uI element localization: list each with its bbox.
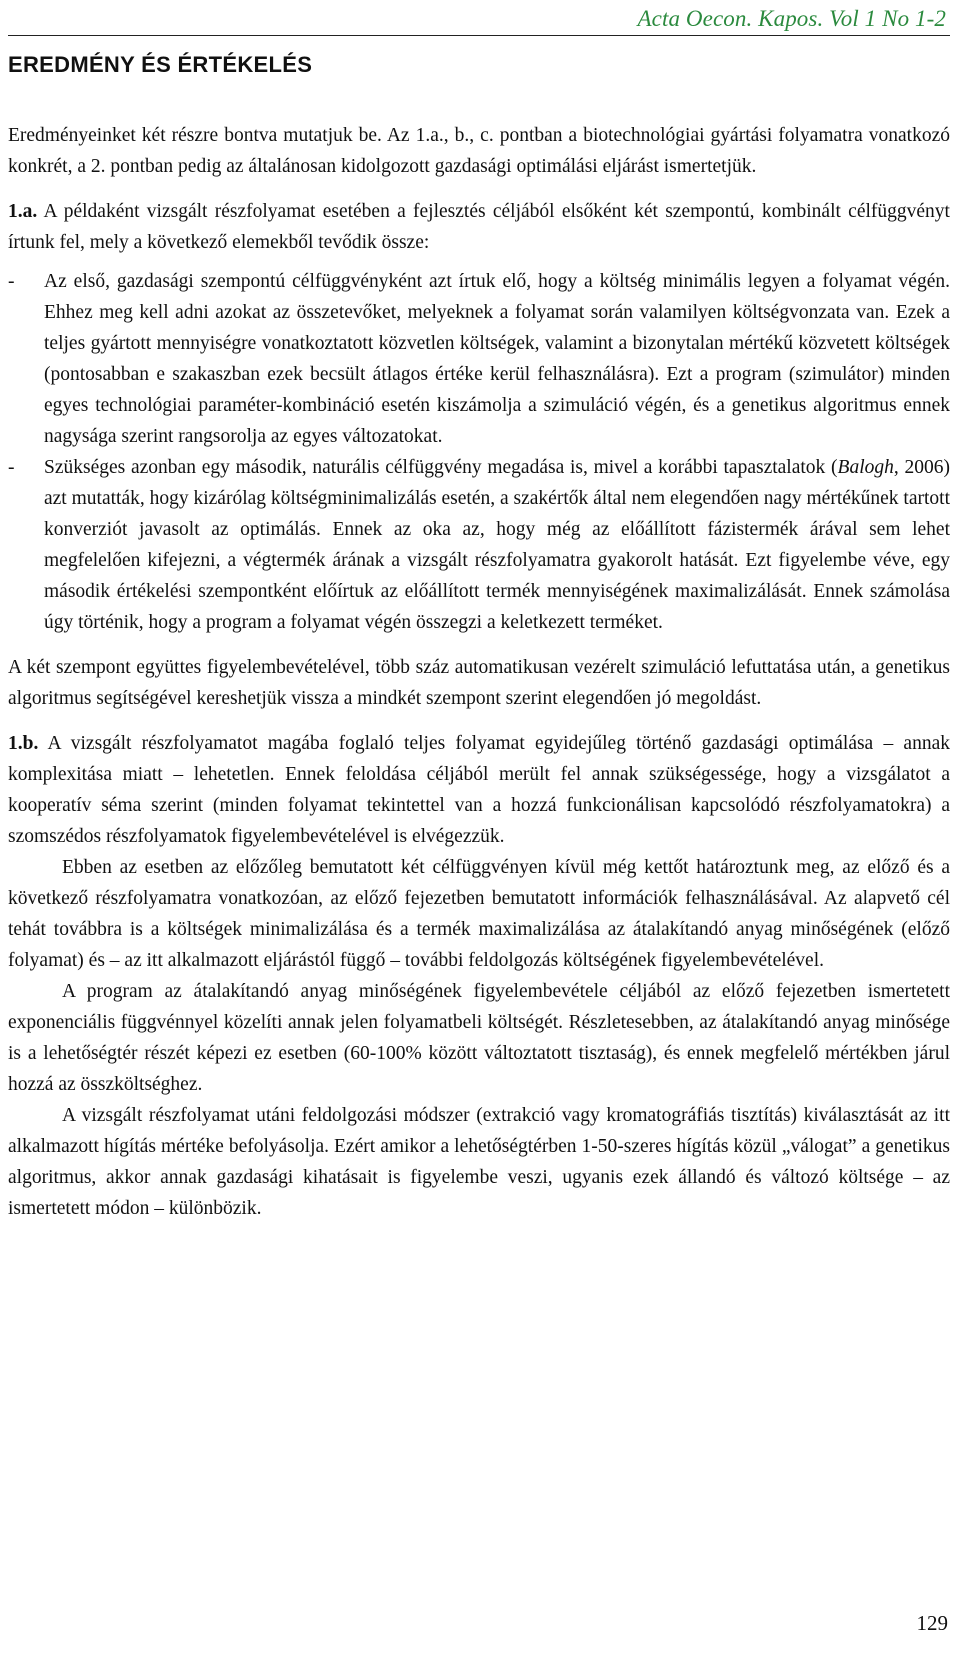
document-body <box>8 52 950 1224</box>
section-1a-label: 1.a. <box>8 201 38 222</box>
paragraph-vizsgalt: A vizsgált részfolyamat utáni feldolgozási módszer (extrakció vagy kromatográfiás tisztítás) kiválasztását az itt alkalmazott hígítás mértéke befolyásolja. Ezért amikor a lehetőségtérben 1-50-szeres hígítás közül „válogat” a genetikus algoritmus, akkor annak gazdasági kihatásait is figyelembe veszi, ugyanis ezek állandó és változó költsége – az ismertetett módon – különbözik. <box>8 1105 950 1219</box>
intro-paragraph: Eredményeinket két részre bontva mutatjuk be. Az 1.a., b., c. pontban a biotechnológiai gyártási folyamatra vonatkozó konkrét, a 2. pontban pedig az általánosan kidolgozott gazdasági optimálási eljárást ismertetjük. <box>8 125 950 177</box>
section-1b-label: 1.b. <box>8 733 39 754</box>
list-item <box>8 452 950 638</box>
section-title: EREDMÉNY ÉS ÉRTÉKELÉS <box>8 52 313 77</box>
bullet-text-2-after: , 2006) azt mutatták, hogy kizárólag költségminimalizálás esetén, a szakértők által nem elegendően nagy mértékűnek tartott konverziót javasolt az optimálás. Ennek az oka az, hogy még az előállított fázistermék árával sem lehet megfelelően kifejezni, a végtermék árának a vizsgált részfolyamatra gyakorolt hatását. Ezt figyelembe véve, egy második értékelési szempontként előírtuk az előállított termék mennyiségének maximalizálását. Ennek számolása úgy történik, hogy a program a folyamat végén összegzi a keletkezett terméket. <box>44 457 950 633</box>
list-item <box>8 266 950 452</box>
section-1b-paragraph <box>8 728 950 852</box>
bullet-mark: - <box>8 457 15 478</box>
section-1a-paragraph <box>8 196 950 258</box>
page-number: 129 <box>916 1611 948 1635</box>
bullet-mark: - <box>8 271 15 292</box>
section-1a-text: A példaként vizsgált részfolyamat esetében a fejlesztés céljából elsőként két szempontú, kombinált célfüggvényt írtunk fel, mely a következő elemekből tevődik össze: <box>8 201 950 253</box>
citation-author: Balogh <box>837 457 894 478</box>
after-list-paragraph: A két szempont együttes figyelembevételével, több száz automatikusan vezérelt szimuláció lefuttatása után, a genetikus algoritmus segítségével kereshetjük vissza a mindkét szempont szerint elegendően jó megoldást. <box>8 657 950 709</box>
paragraph-program: A program az átalakítandó anyag minőségének figyelembevétele céljából az előző fejezetben ismertetett exponenciális függvénnyel közelíti annak jelen folyamatbeli költségét. Részletesebben, az átalakítandó anyag minősége is a lehetőségtér részét képezi ez esetben (60-100% között változtatott tisztaság), és ennek megfelelő mértékben járul hozzá az összköltséghez. <box>8 981 950 1095</box>
running-header: Acta Oecon. Kapos. Vol 1 No 1-2 <box>637 6 946 31</box>
bullet-text-2-before: Szükséges azonban egy második, naturális célfüggvény megadása is, mivel a korábbi tapasztalatok ( <box>44 457 838 478</box>
paragraph-ebben: Ebben az esetben az előzőleg bemutatott két célfüggvényen kívül még kettőt határoztunk meg, az előző és a következő részfolyamatra vonatkozóan, az előző fejezetben bemutatott információk felhasználásával. Az alapvető cél tehát továbbra is a költségek minimalizálása és a termék maximalizálása az átalakítandó anyag minőségének (előző folyamat) és – az itt alkalmazott eljárástól függő – további feldolgozás költségének figyelembevételével. <box>8 857 950 971</box>
section-1b-text: A vizsgált részfolyamatot magába foglaló teljes folyamat egyidejűleg történő gazdasági optimálása – annak komplexitása miatt – lehetetlen. Ennek feloldása céljából merült fel annak szükségessége, hogy a vizsgálatot a kooperatív séma szerint (minden folyamat tekintettel van a hozzá funkcionálisan kapcsolódó részfolyamatokra) a szomszédos részfolyamatok figyelembevételével is elvégezzük. <box>8 733 950 847</box>
objective-list <box>8 266 950 638</box>
header-rule <box>8 35 950 36</box>
bullet-text-1: Az első, gazdasági szempontú célfüggvényként azt írtuk elő, hogy a költség minimális legyen a folyamat végén. Ehhez meg kell adni azokat az összetevőket, melyeknek a folyamat során valamilyen költségvonzata van. Ezek a teljes gyártott mennyiségre vonatkoztatott közvetlen költségek, valamint a bizonytalan mértékű közvetett költségek (pontosabban e szakaszban ezek becsült átlagos értéke kerül felhasználásra). Ezt a program (szimulátor) minden egyes technológiai paraméter-kombináció esetén kiszámolja a szimuláció végén, és a genetikus algoritmus ennek nagysága szerint rangsorolja az egyes változatokat. <box>44 271 950 447</box>
